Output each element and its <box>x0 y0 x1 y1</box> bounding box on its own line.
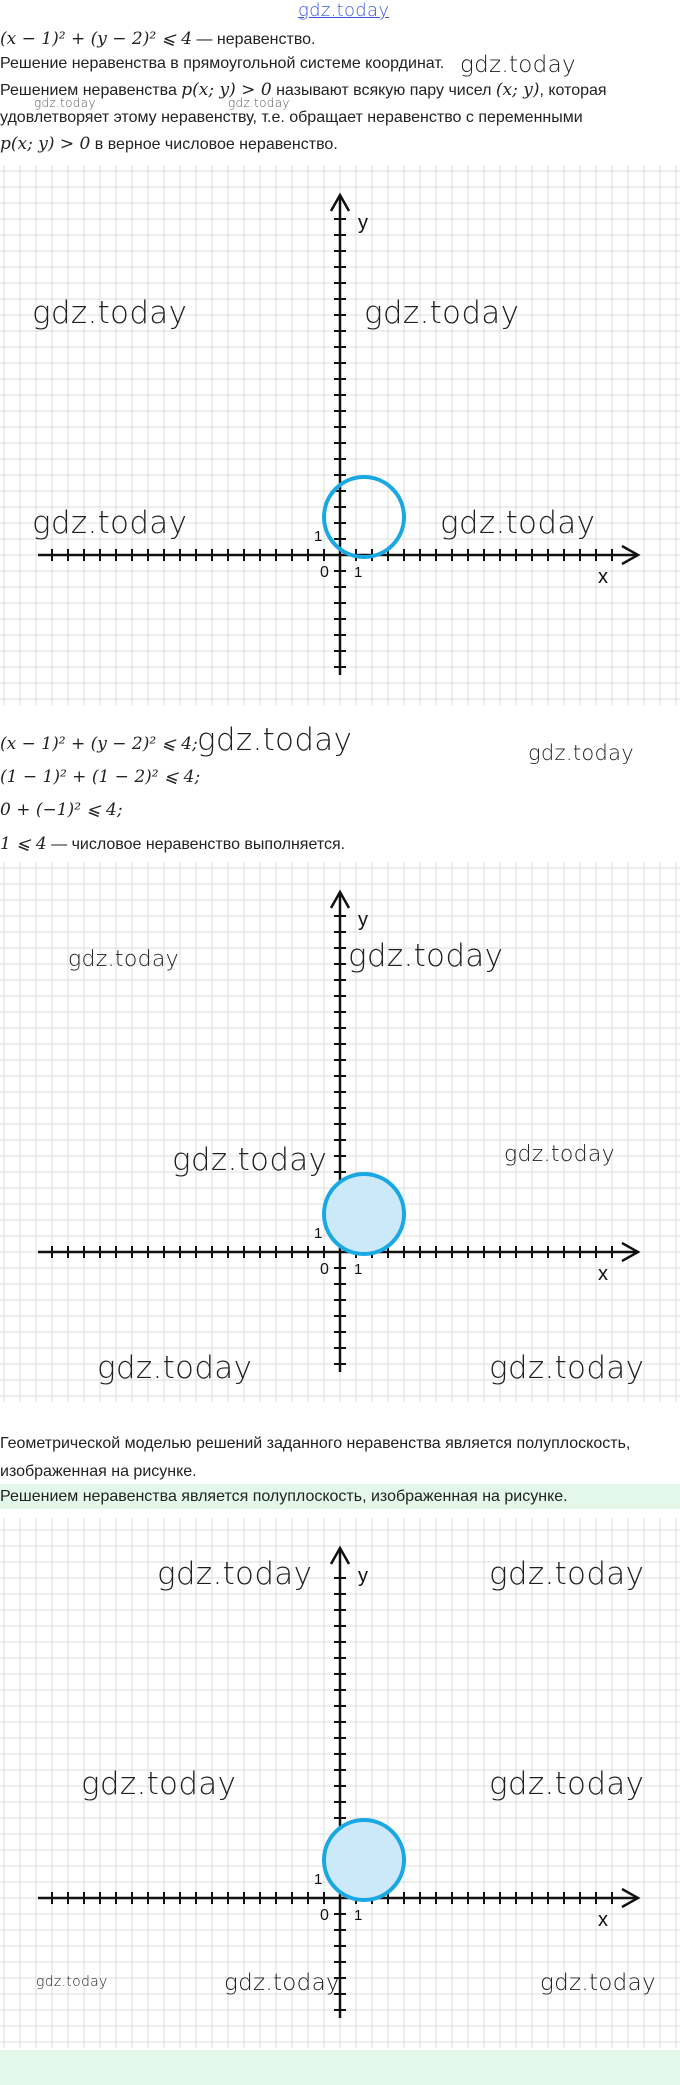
y-axis-label: y <box>358 909 368 931</box>
intro-line-2: Решение неравенства в прямоугольной системе координат. <box>0 55 445 72</box>
origin-label: 0 <box>320 564 329 581</box>
intro-line-5 <box>0 133 338 156</box>
intro-text-d: в верное числовое неравенство. <box>90 136 338 153</box>
origin-label: 0 <box>320 1907 329 1924</box>
watermark: gdz.today <box>32 295 188 331</box>
intro-line-4: удовлетворяет этому неравенству, т.е. обращает неравенство с переменными <box>0 109 583 126</box>
inequality-circle <box>324 1820 404 1900</box>
intro-math-p2: p(x; y) > 0 <box>0 134 91 154</box>
watermark: gdz.today <box>157 1556 313 1592</box>
watermark: gdz.today <box>228 96 290 110</box>
answer-highlight <box>0 1484 680 1509</box>
intro-inequality: (x − 1)² + (y − 2)² ⩽ 4 <box>0 29 193 49</box>
intro-math-xy: (x; y) <box>495 80 540 100</box>
watermark: gdz.today <box>528 741 635 765</box>
watermark: gdz.today <box>489 1350 645 1386</box>
watermark: gdz.today <box>172 1142 328 1178</box>
inequality-circle <box>324 1174 404 1254</box>
header-watermark: gdz.today <box>298 0 390 21</box>
watermark: gdz.today <box>34 96 96 110</box>
check-line-1 <box>0 733 198 756</box>
x-unit-label: 1 <box>354 564 363 581</box>
check-result: 1 ⩽ 4 <box>0 834 47 854</box>
conclusion-line-1: Геометрической моделью решений заданного неравенства является полуплоскость, <box>0 1435 631 1452</box>
watermark: gdz.today <box>460 52 576 78</box>
graph-2 <box>0 862 680 1402</box>
watermark: gdz.today <box>364 295 520 331</box>
watermark: gdz.today <box>440 505 596 541</box>
watermark: gdz.today <box>36 1974 108 1990</box>
watermark: gdz.today <box>97 1350 253 1386</box>
answer-text: Решением неравенства является полуплоскость, изображенная на рисунке. <box>0 1488 568 1505</box>
intro-text-a: Решением неравенства <box>0 82 182 99</box>
intro-inequality-label: — неравенство. <box>192 31 316 48</box>
inequality-circle <box>324 477 404 557</box>
check-line-2 <box>0 766 200 789</box>
watermark: gdz.today <box>68 947 179 972</box>
x-axis-label: x <box>598 566 608 588</box>
watermark: gdz.today <box>197 722 353 758</box>
y-axis-label: y <box>358 212 368 234</box>
check-result-label: — числовое неравенство выполняется. <box>46 836 346 853</box>
coordinate-plot-1 <box>0 165 680 705</box>
watermark: gdz.today <box>224 1970 340 1996</box>
coordinate-plot-2 <box>0 862 680 1402</box>
y-axis-label: y <box>358 1565 368 1587</box>
y-unit-label: 1 <box>314 1225 323 1242</box>
intro-math-p: p(x; y) > 0 <box>181 80 272 100</box>
watermark: gdz.today <box>504 1142 615 1167</box>
check-simplified: 0 + (−1)² ⩽ 4; <box>0 800 123 820</box>
y-unit-label: 1 <box>314 1871 323 1888</box>
watermark: gdz.today <box>540 1970 656 1996</box>
watermark: gdz.today <box>489 1556 645 1592</box>
origin-label: 0 <box>320 1261 329 1278</box>
check-substitution: (1 − 1)² + (1 − 2)² ⩽ 4; <box>0 767 201 787</box>
bottom-highlight <box>0 2050 680 2085</box>
x-unit-label: 1 <box>354 1261 363 1278</box>
intro-text-b: называют всякую пару чисел <box>271 82 496 99</box>
intro-line-1 <box>0 28 315 51</box>
x-unit-label: 1 <box>354 1907 363 1924</box>
check-line-4 <box>0 833 345 856</box>
x-axis-label: x <box>598 1263 608 1285</box>
x-axis-label: x <box>598 1909 608 1931</box>
watermark: gdz.today <box>489 1766 645 1802</box>
graph-1 <box>0 165 680 705</box>
watermark: gdz.today <box>81 1766 237 1802</box>
graph-3 <box>0 1518 680 2048</box>
intro-text-c: , которая <box>539 82 607 99</box>
check-line-3 <box>0 799 123 822</box>
watermark: gdz.today <box>348 938 504 974</box>
y-unit-label: 1 <box>314 528 323 545</box>
check-inequality: (x − 1)² + (y − 2)² ⩽ 4; <box>0 734 198 754</box>
conclusion-line-2: изображенная на рисунке. <box>0 1463 197 1480</box>
watermark: gdz.today <box>32 505 188 541</box>
